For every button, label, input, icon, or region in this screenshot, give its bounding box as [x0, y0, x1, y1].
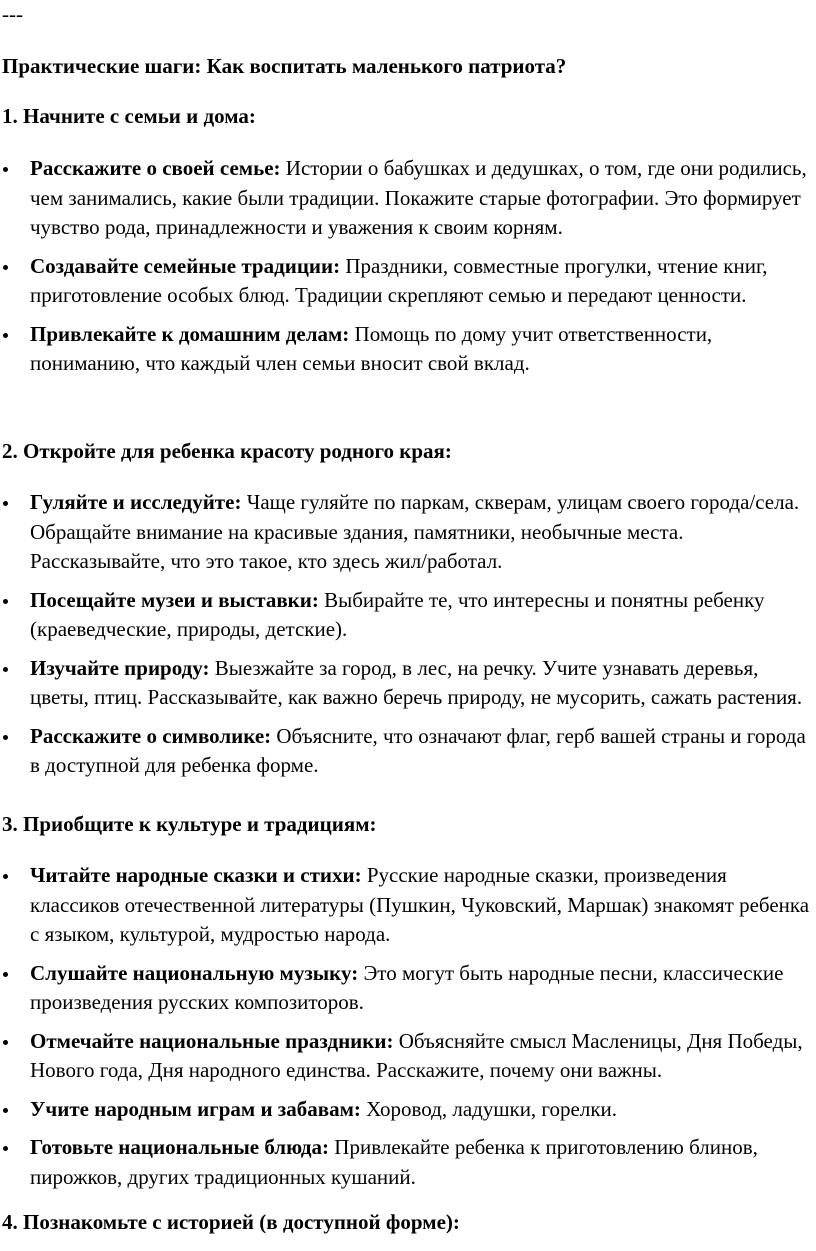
section-heading-1: 1. Начните с семьи и дома: — [2, 104, 256, 128]
page-title: Практические шаги: Как воспитать маленького патриота? — [2, 54, 567, 78]
bullet-icon — [3, 501, 8, 506]
list-item — [0, 488, 810, 577]
bullet-icon — [3, 1040, 8, 1045]
list-item — [0, 959, 810, 1018]
list-item-title: Отмечайте национальные праздники: — [30, 1028, 394, 1053]
section-list-2 — [0, 488, 816, 790]
list-item-text: Выбирайте те, что интересны и понятны ребенку (краеведческие, природы, детские). — [30, 587, 765, 641]
list-item — [0, 654, 810, 713]
list-item-text: Праздники, совместные прогулки, чтение книг, приготовление особых блюд. Традиции скрепляют семью и передают ценности. — [30, 253, 768, 307]
list-item-title: Гуляйте и исследуйте: — [30, 490, 242, 514]
list-item-text: Это могут быть народные песни, классические произведения русских композиторов. — [30, 960, 784, 1014]
section-heading-3: 3. Приобщите к культуре и традициям: — [2, 812, 377, 836]
list-item-text: Истории о бабушках и дедушках, о том, где они родились, чем занимались, какие были традиции. Покажите старые фотографии. Это формирует чувство рода, принадлежности и уважения к своим корням. — [30, 156, 807, 239]
list-item-title: Привлекайте к домашним делам: — [30, 321, 350, 346]
list-item-text: Русские народные сказки, произведения классиков отечественной литературы (Пушкин, Чуковский, Маршак) знакомят ребенка с языком, культурой, мудростью народа. — [30, 863, 810, 946]
section-heading-2: 2. Откройте для ребенка красоту родного края: — [2, 439, 452, 463]
list-item-text: Помощь по дому учит ответственности, пониманию, что каждый член семьи вносит свой вклад. — [30, 321, 713, 375]
list-item-text: Объясните, что означают флаг, герб вашей страны и города в доступной для ребенка форме. — [30, 723, 806, 777]
bullet-icon — [3, 667, 8, 672]
list-item — [0, 1027, 810, 1086]
list-item-title: Создавайте семейные традиции: — [30, 253, 341, 278]
list-item — [0, 252, 810, 311]
list-item-title: Читайте народные сказки и стихи: — [30, 863, 362, 887]
list-item-title: Расскажите о своей семье: — [30, 156, 281, 180]
separator-line: --- — [2, 2, 23, 26]
list-item-title: Расскажите о символике: — [30, 723, 272, 748]
list-item-text: Чаще гуляйте по паркам, скверам, улицам своего города/села. Обращайте внимание на красивые здания, памятники, необычные места. Рассказывайте, что это такое, кто здесь жил/работал. — [30, 490, 800, 573]
bullet-icon — [3, 735, 8, 740]
list-item-text: Выезжайте за город, в лес, на речку. Учите узнавать деревья, цветы, птиц. Рассказывайте, как важно беречь природу, не мусорить, сажать растения. — [30, 655, 803, 709]
list-item-title: Учите народным играм и забавам: — [30, 1096, 361, 1121]
list-item-title: Изучайте природу: — [30, 655, 210, 680]
bullet-icon — [3, 874, 8, 879]
list-item — [0, 320, 810, 379]
bullet-icon — [3, 599, 8, 604]
bullet-icon — [3, 1146, 8, 1151]
section-list-3 — [0, 861, 816, 1201]
section-list-1 — [0, 154, 816, 388]
list-item-text: Привлекайте ребенка к приготовлению блинов, пирожков, других традиционных кушаний. — [30, 1135, 758, 1189]
bullet-icon — [3, 265, 8, 270]
list-item-title: Готовьте национальные блюда: — [30, 1135, 330, 1159]
list-item — [0, 1133, 810, 1192]
list-item-title: Слушайте национальную музыку: — [30, 960, 359, 985]
list-item-text: Объясняйте смысл Масленицы, Дня Победы, Нового года, Дня народного единства. Расскажите, почему они важны. — [30, 1028, 803, 1082]
list-item-text: Хоровод, ладушки, горелки. — [360, 1096, 618, 1121]
section-heading-4: 4. Познакомьте с историей (в доступной форме): — [2, 1210, 460, 1234]
list-item — [0, 861, 810, 950]
list-item — [0, 154, 810, 243]
list-item — [0, 1095, 810, 1125]
list-item — [0, 722, 810, 781]
bullet-icon — [3, 972, 8, 977]
list-item — [0, 586, 810, 645]
list-item-title: Посещайте музеи и выставки: — [30, 587, 319, 612]
bullet-icon — [3, 1108, 8, 1113]
bullet-icon — [3, 167, 8, 172]
bullet-icon — [3, 333, 8, 338]
